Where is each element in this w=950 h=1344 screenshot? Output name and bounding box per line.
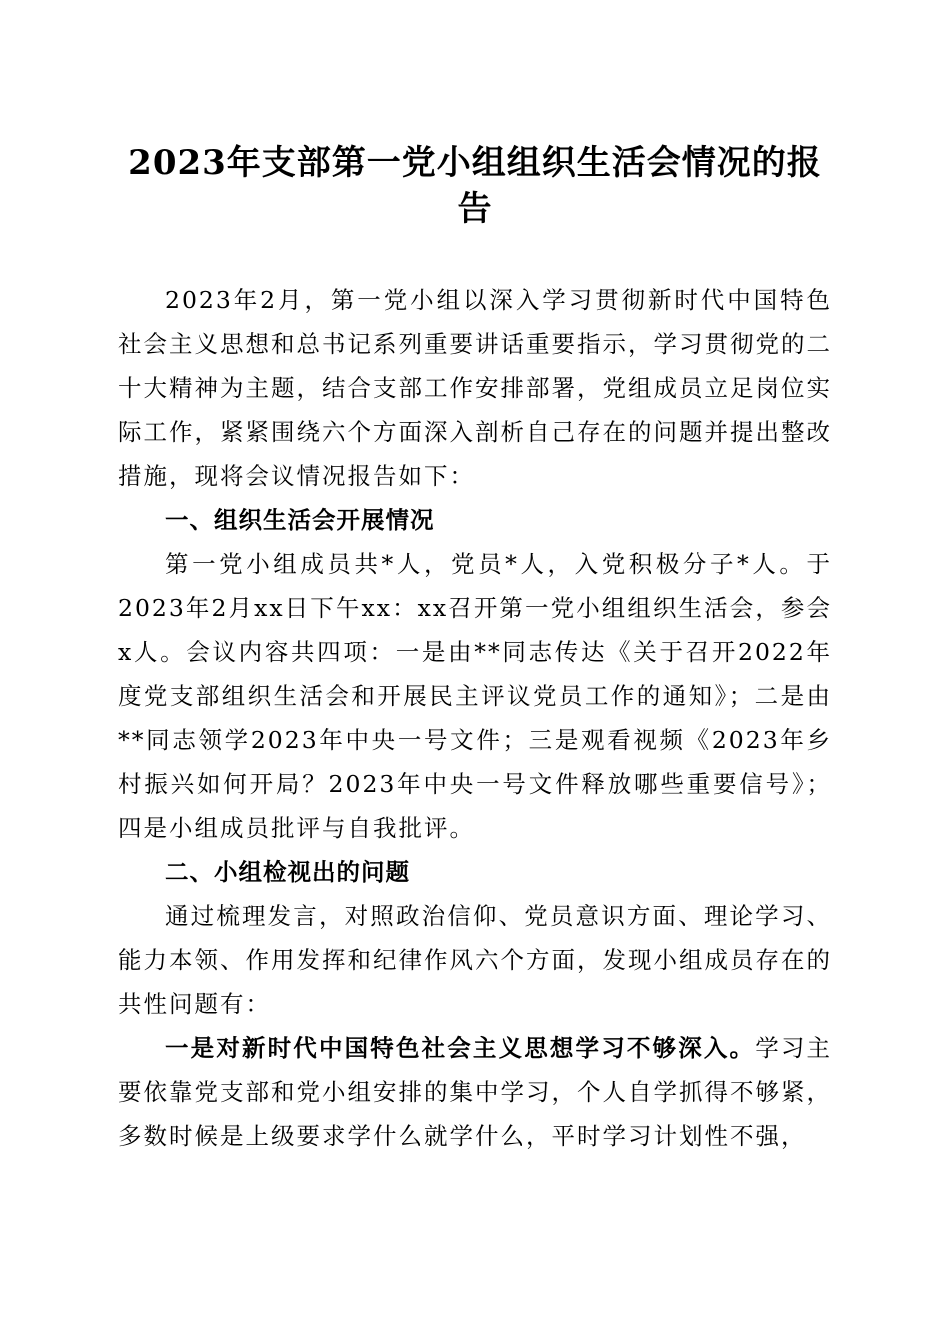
section-1-heading: 一、组织生活会开展情况: [165, 506, 435, 534]
title-line-1: 2023年支部第一党小组组织生活会情况的报: [128, 143, 822, 183]
document-title: [118, 140, 832, 232]
section-1-paragraph: 第一党小组成员共*人，党员*人，入党积极分子*人。于2023年2月xx日下午xx：xx召开第一党小组组织生活会，参会x人。会议内容共四项：一是由**同志传达《关于召开2022年度党支部组织生活会和开展民主评议党员工作的通知》；二是由**同志领学2023年中央一号文件；三是观看视频《2023年乡村振兴如何开局？2023年中央一号文件释放哪些重要信号》；四是小组成员批评与自我批评。: [118, 550, 832, 842]
problem-item-1: [118, 1026, 832, 1158]
document-body: [118, 278, 832, 1158]
title-line-2: 告: [457, 189, 493, 229]
problem-item-1-text: 学习主要依靠党支部和党小组安排的集中学习，个人自学抓得不够紧，多数时候是上级要求学什么就学什么，平时学习计划性不强，: [118, 1034, 833, 1150]
intro-paragraph: 2023年2月，第一党小组以深入学习贯彻新时代中国特色社会主义思想和总书记系列重要讲话重要指示，学习贯彻党的二十大精神为主题，结合支部工作安排部署，党组成员立足岗位实际工作，紧紧围绕六个方面深入剖析自己存在的问题并提出整改措施，现将会议情况报告如下：: [118, 286, 832, 490]
section-2-paragraph: 通过梳理发言，对照政治信仰、党员意识方面、理论学习、能力本领、作用发挥和纪律作风六个方面，发现小组成员存在的共性问题有：: [118, 902, 832, 1018]
section-2-heading: 二、小组检视出的问题: [165, 858, 410, 886]
problem-item-1-lead: 一是对新时代中国特色社会主义思想学习不够深入。: [165, 1034, 756, 1062]
